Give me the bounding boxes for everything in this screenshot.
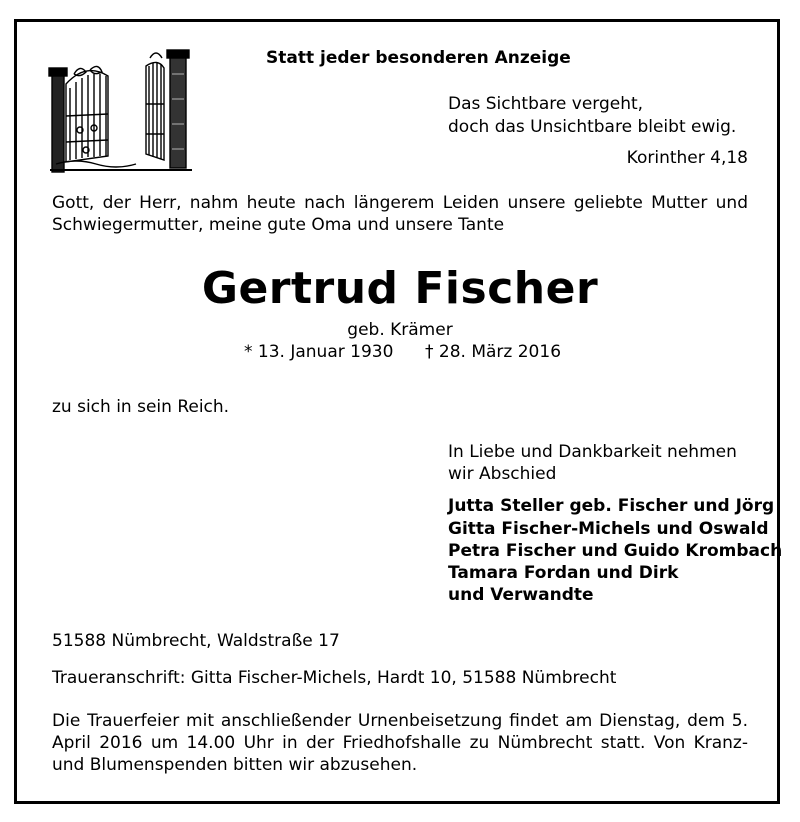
farewell-line-2: wir Abschied bbox=[448, 464, 557, 484]
birth-date: * 13. Januar 1930 bbox=[244, 342, 394, 362]
maiden-name: geb. Krämer bbox=[347, 320, 453, 340]
death-date: † 28. März 2016 bbox=[425, 342, 562, 362]
residence-address: 51588 Nümbrecht, Waldstraße 17 bbox=[52, 631, 340, 651]
garden-gate-icon bbox=[46, 44, 196, 176]
funeral-details: Die Trauerfeier mit anschließender Urnenbeisetzung findet am Dienstag, dem 5. April 2016 um 14.00 Uhr in der Friedhofshalle zu Nümbrecht statt. Von Kranz- und Blumenspenden bitten wir abzusehen. bbox=[52, 711, 748, 775]
verse-line-2: doch das Unsichtbare bleibt ewig. bbox=[448, 117, 737, 137]
verse-reference: Korinther 4,18 bbox=[626, 148, 748, 168]
intro-text: Gott, der Herr, nahm heute nach längerem Leiden unsere geliebte Mutter und Schwiegermutter, meine gute Oma und unsere Tante bbox=[52, 193, 748, 235]
verse-line-1: Das Sichtbare vergeht, bbox=[448, 94, 644, 114]
mourning-address: Traueranschrift: Gitta Fischer-Michels, Hardt 10, 51588 Nümbrecht bbox=[52, 668, 617, 688]
closing-text: zu sich in sein Reich. bbox=[52, 397, 230, 417]
notice-header: Statt jeder besonderen Anzeige bbox=[266, 48, 571, 68]
mourner-1: Jutta Steller geb. Fischer und Jörg bbox=[448, 496, 775, 516]
mourner-4: Tamara Fordan und Dirk bbox=[448, 563, 679, 583]
deceased-name: Gertrud Fischer bbox=[201, 263, 599, 314]
farewell-line-1: In Liebe und Dankbarkeit nehmen bbox=[448, 442, 737, 462]
mourner-5: und Verwandte bbox=[448, 585, 594, 605]
mourner-2: Gitta Fischer-Michels und Oswald bbox=[448, 519, 769, 539]
mourner-3: Petra Fischer und Guido Krombach bbox=[448, 541, 783, 561]
